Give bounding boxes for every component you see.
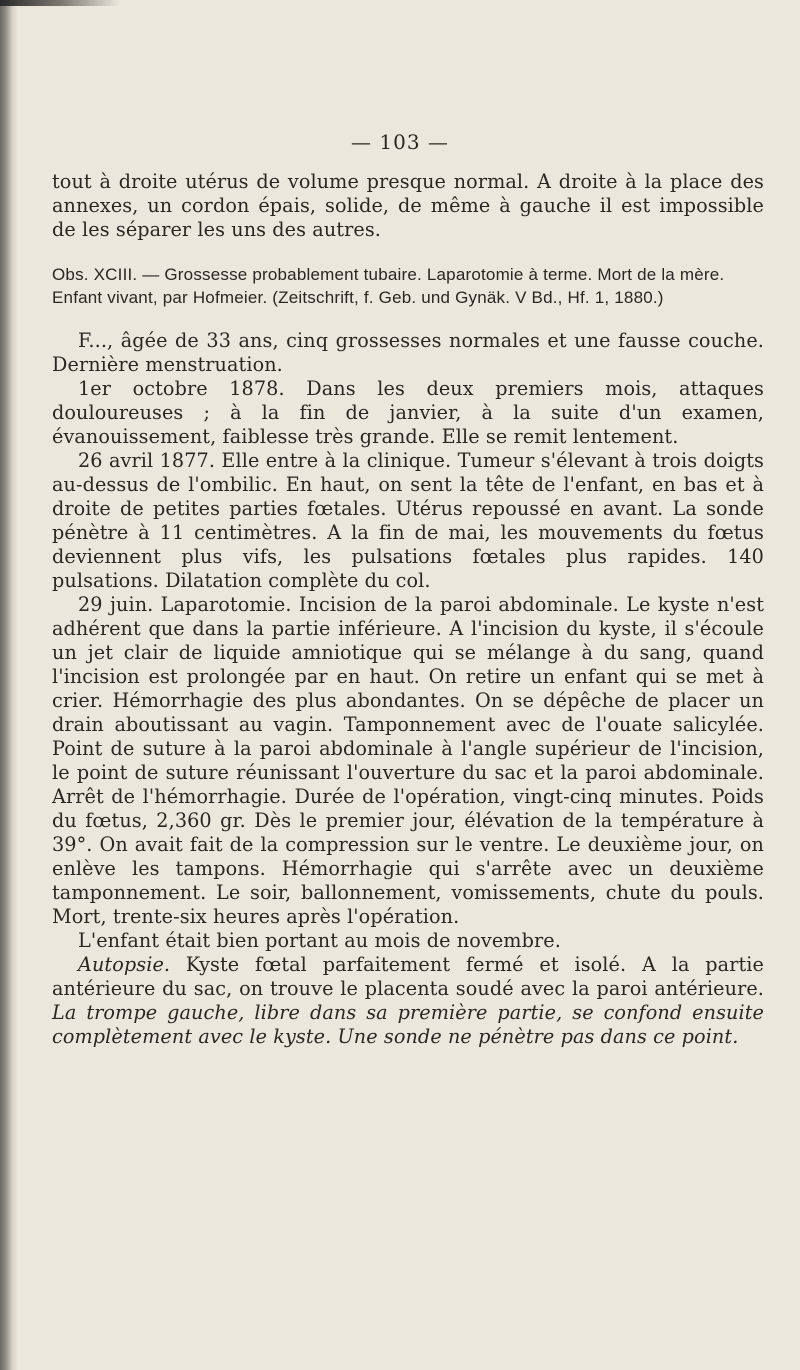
autopsy-text: Kyste fœtal parfaitement fermé et isolé. A la partie antérieure du sac, on trouve le placenta soudé avec la paroi antérieure. (52, 953, 764, 1000)
autopsy-italic-text: La trompe gauche, libre dans sa première partie, se confond ensuite complètement avec le kyste. Une sonde ne pénètre pas dans ce point. (52, 1001, 764, 1048)
page-top-edge (0, 0, 120, 6)
case-paragraph-2: 1er octobre 1878. Dans les deux premiers mois, attaques douloureuses ; à la fin de janvier, à la suite d'un examen, évanouissement, faiblesse très grande. Elle se remit lentement. (52, 377, 764, 448)
case-paragraph-1: F..., âgée de 33 ans, cinq grossesses normales et une fausse couche. Dernière menstruation. (52, 329, 764, 376)
page-number: — 103 — (351, 130, 449, 154)
case-paragraph-4: 29 juin. Laparotomie. Incision de la paroi abdominale. Le kyste n'est adhérent que dans la partie inférieure. A l'incision du kyste, il s'écoule un jet clair de liquide amniotique qui se mélange à du sang, quand l'incision est prolongée par en haut. On retire un enfant qui se met à crier. Hémorrhagie des plus abondantes. On se dépêche de placer un drain aboutissant au vagin. Tamponnement avec de l'ouate salicylée. Point de suture à la paroi abdominale à l'angle supérieur de l'incision, le point de suture réunissant l'ouverture du sac et la paroi abdominale. Arrêt de l'hémorrhagie. Durée de l'opération, vingt-cinq minutes. Poids du fœtus, 2,360 gr. Dès le premier jour, élévation de la température à 39°. On avait fait de la compression sur le ventre. Le deuxième jour, on enlève les tampons. Hémorrhagie qui s'arrête avec un deuxième tamponnement. Le soir, ballonnement, vomissements, chute du pouls. Mort, trente-six heures après l'opération. (52, 593, 764, 928)
autopsy-label: Autopsie. (78, 953, 171, 976)
page-body (52, 170, 764, 1049)
autopsy-paragraph (52, 953, 764, 1049)
page-edge-shadow (0, 0, 18, 1370)
case-paragraph-3: 26 avril 1877. Elle entre à la clinique. Tumeur s'élevant à trois doigts au-dessus de l'ombilic. En haut, on sent la tête de l'enfant, en bas et à droite de petites parties fœtales. Utérus repoussé en avant. La sonde pénètre à 11 centimètres. A la fin de mai, les mouvements du fœtus deviennent plus vifs, les pulsations fœtales plus rapides. 140 pulsations. Dilatation complète du col. (52, 449, 764, 592)
case-paragraph-5: L'enfant était bien portant au mois de novembre. (78, 929, 561, 952)
observation-header: Obs. XCIII. — Grossesse probablement tubaire. Laparotomie à terme. Mort de la mère. Enfant vivant, par Hofmeier. (Zeitschrift, f. Geb. und Gynäk. V Bd., Hf. 1, 1880.) (52, 265, 725, 307)
intro-paragraph: tout à droite utérus de volume presque normal. A droite à la place des annexes, un cordon épais, solide, de même à gauche il est impossible de les séparer les uns des autres. (52, 170, 764, 241)
